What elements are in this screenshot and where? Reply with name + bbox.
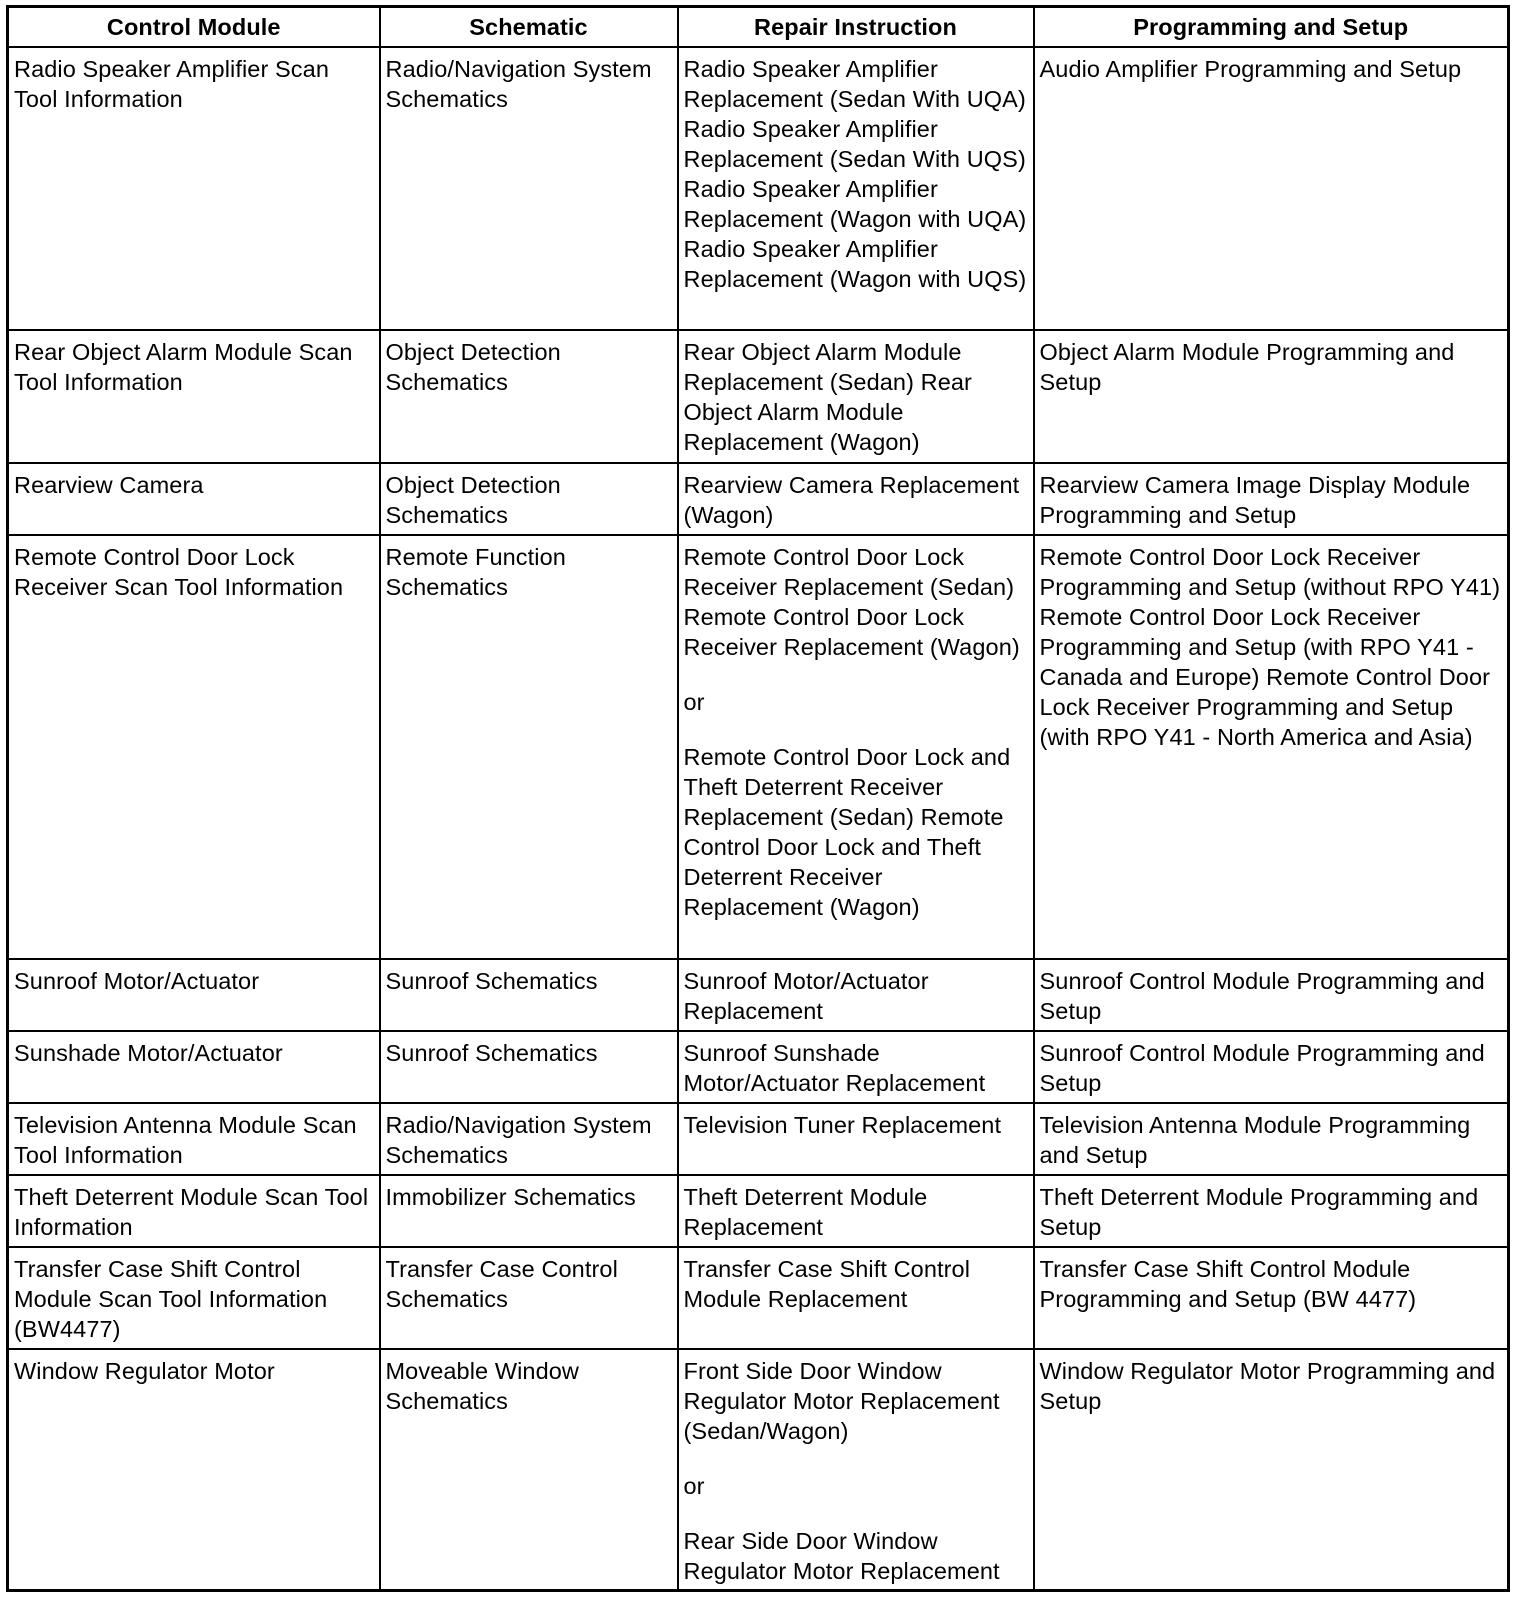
header-programming-setup: Programming and Setup — [1034, 7, 1509, 48]
cell-programming-link[interactable]: Object Alarm Module Programming and Setup — [1034, 330, 1509, 463]
cell-control-module: Rear Object Alarm Module Scan Tool Information — [8, 330, 380, 463]
header-control-module: Control Module — [8, 7, 380, 48]
cell-schematic-link[interactable]: Immobilizer Schematics — [380, 1175, 678, 1247]
table-row — [8, 47, 1509, 330]
cell-control-module: Transfer Case Shift Control Module Scan Tool Information (BW4477) — [8, 1247, 380, 1349]
cell-programming-link[interactable]: Rearview Camera Image Display Module Programming and Setup — [1034, 463, 1509, 535]
repair-instruction-link[interactable]: Rear Side Door Window Regulator Motor Replacement — [683, 1528, 1000, 1584]
cell-repair-instruction-link[interactable]: Theft Deterrent Module Replacement — [678, 1175, 1034, 1247]
cell-control-module: Sunshade Motor/Actuator — [8, 1031, 380, 1103]
cell-control-module: Window Regulator Motor — [8, 1349, 380, 1591]
header-schematic: Schematic — [380, 7, 678, 48]
cell-programming-link[interactable]: Theft Deterrent Module Programming and Setup — [1034, 1175, 1509, 1247]
header-row — [8, 7, 1509, 48]
repair-instruction-link[interactable]: Remote Control Door Lock and Theft Deterrent Receiver Replacement (Sedan) Remote Control Door Lock and Theft Deterrent Receiver Replacement (Wagon) — [683, 744, 1011, 920]
cell-control-module: Rearview Camera — [8, 463, 380, 535]
cell-programming-link[interactable]: Television Antenna Module Programming and Setup — [1034, 1103, 1509, 1175]
cell-programming-link[interactable]: Sunroof Control Module Programming and Setup — [1034, 1031, 1509, 1103]
cell-repair-instruction-link[interactable]: Television Tuner Replacement — [678, 1103, 1034, 1175]
cell-schematic-link[interactable]: Sunroof Schematics — [380, 959, 678, 1031]
cell-programming-link[interactable]: Sunroof Control Module Programming and Setup — [1034, 959, 1509, 1031]
table-row — [8, 1247, 1509, 1349]
header-repair-instruction: Repair Instruction — [678, 7, 1034, 48]
table-row — [8, 535, 1509, 959]
repair-instruction-link[interactable]: Remote Control Door Lock Receiver Replacement (Sedan) Remote Control Door Lock Receiver Replacement (Wagon) — [683, 544, 1020, 660]
table-row — [8, 1103, 1509, 1175]
cell-programming-link[interactable]: Transfer Case Shift Control Module Programming and Setup (BW 4477) — [1034, 1247, 1509, 1349]
table-row — [8, 1349, 1509, 1591]
cell-control-module: Television Antenna Module Scan Tool Information — [8, 1103, 380, 1175]
cell-repair-instruction-link[interactable]: Sunroof Motor/Actuator Replacement — [678, 959, 1034, 1031]
table-row — [8, 1031, 1509, 1103]
cell-repair-instruction-link[interactable]: Radio Speaker Amplifier Replacement (Sedan With UQA) Radio Speaker Amplifier Replacement (Sedan With UQS) Radio Speaker Amplifier Replacement (Wagon with UQA) Radio Speaker Amplifier Replacement (Wagon with UQS) — [678, 47, 1034, 330]
repair-or-text: or — [683, 1473, 705, 1499]
table-row — [8, 1175, 1509, 1247]
repair-or-text: or — [683, 689, 705, 715]
cell-schematic-link[interactable]: Remote Function Schematics — [380, 535, 678, 959]
table-row — [8, 959, 1509, 1031]
cell-repair-instruction-link[interactable]: Transfer Case Shift Control Module Replacement — [678, 1247, 1034, 1349]
table-row — [8, 330, 1509, 463]
cell-control-module: Sunroof Motor/Actuator — [8, 959, 380, 1031]
cell-control-module: Remote Control Door Lock Receiver Scan Tool Information — [8, 535, 380, 959]
cell-schematic-link[interactable]: Sunroof Schematics — [380, 1031, 678, 1103]
cell-repair-instruction-link[interactable]: Rearview Camera Replacement (Wagon) — [678, 463, 1034, 535]
cell-schematic-link[interactable]: Radio/Navigation System Schematics — [380, 47, 678, 330]
cell-control-module: Theft Deterrent Module Scan Tool Information — [8, 1175, 380, 1247]
cell-repair-instruction — [678, 1349, 1034, 1591]
cell-programming-link[interactable]: Remote Control Door Lock Receiver Programming and Setup (without RPO Y41) Remote Control Door Lock Receiver Programming and Setup (with RPO Y41 - Canada and Europe) Remote Control Door Lock Receiver Programming and Setup (with RPO Y41 - North America and Asia) — [1034, 535, 1509, 959]
cell-schematic-link[interactable]: Object Detection Schematics — [380, 463, 678, 535]
repair-instruction-link[interactable]: Front Side Door Window Regulator Motor Replacement (Sedan/Wagon) — [683, 1358, 1000, 1444]
cell-schematic-link[interactable]: Transfer Case Control Schematics — [380, 1247, 678, 1349]
cell-repair-instruction-link[interactable]: Sunroof Sunshade Motor/Actuator Replacement — [678, 1031, 1034, 1103]
table-row — [8, 463, 1509, 535]
cell-schematic-link[interactable]: Moveable Window Schematics — [380, 1349, 678, 1591]
service-info-table — [6, 5, 1510, 1592]
cell-repair-instruction — [678, 535, 1034, 959]
cell-schematic-link[interactable]: Radio/Navigation System Schematics — [380, 1103, 678, 1175]
cell-programming-link[interactable]: Window Regulator Motor Programming and Setup — [1034, 1349, 1509, 1591]
cell-repair-instruction-link[interactable]: Rear Object Alarm Module Replacement (Sedan) Rear Object Alarm Module Replacement (Wagon) — [678, 330, 1034, 463]
cell-control-module: Radio Speaker Amplifier Scan Tool Information — [8, 47, 380, 330]
cell-programming-link[interactable]: Audio Amplifier Programming and Setup — [1034, 47, 1509, 330]
cell-schematic-link[interactable]: Object Detection Schematics — [380, 330, 678, 463]
